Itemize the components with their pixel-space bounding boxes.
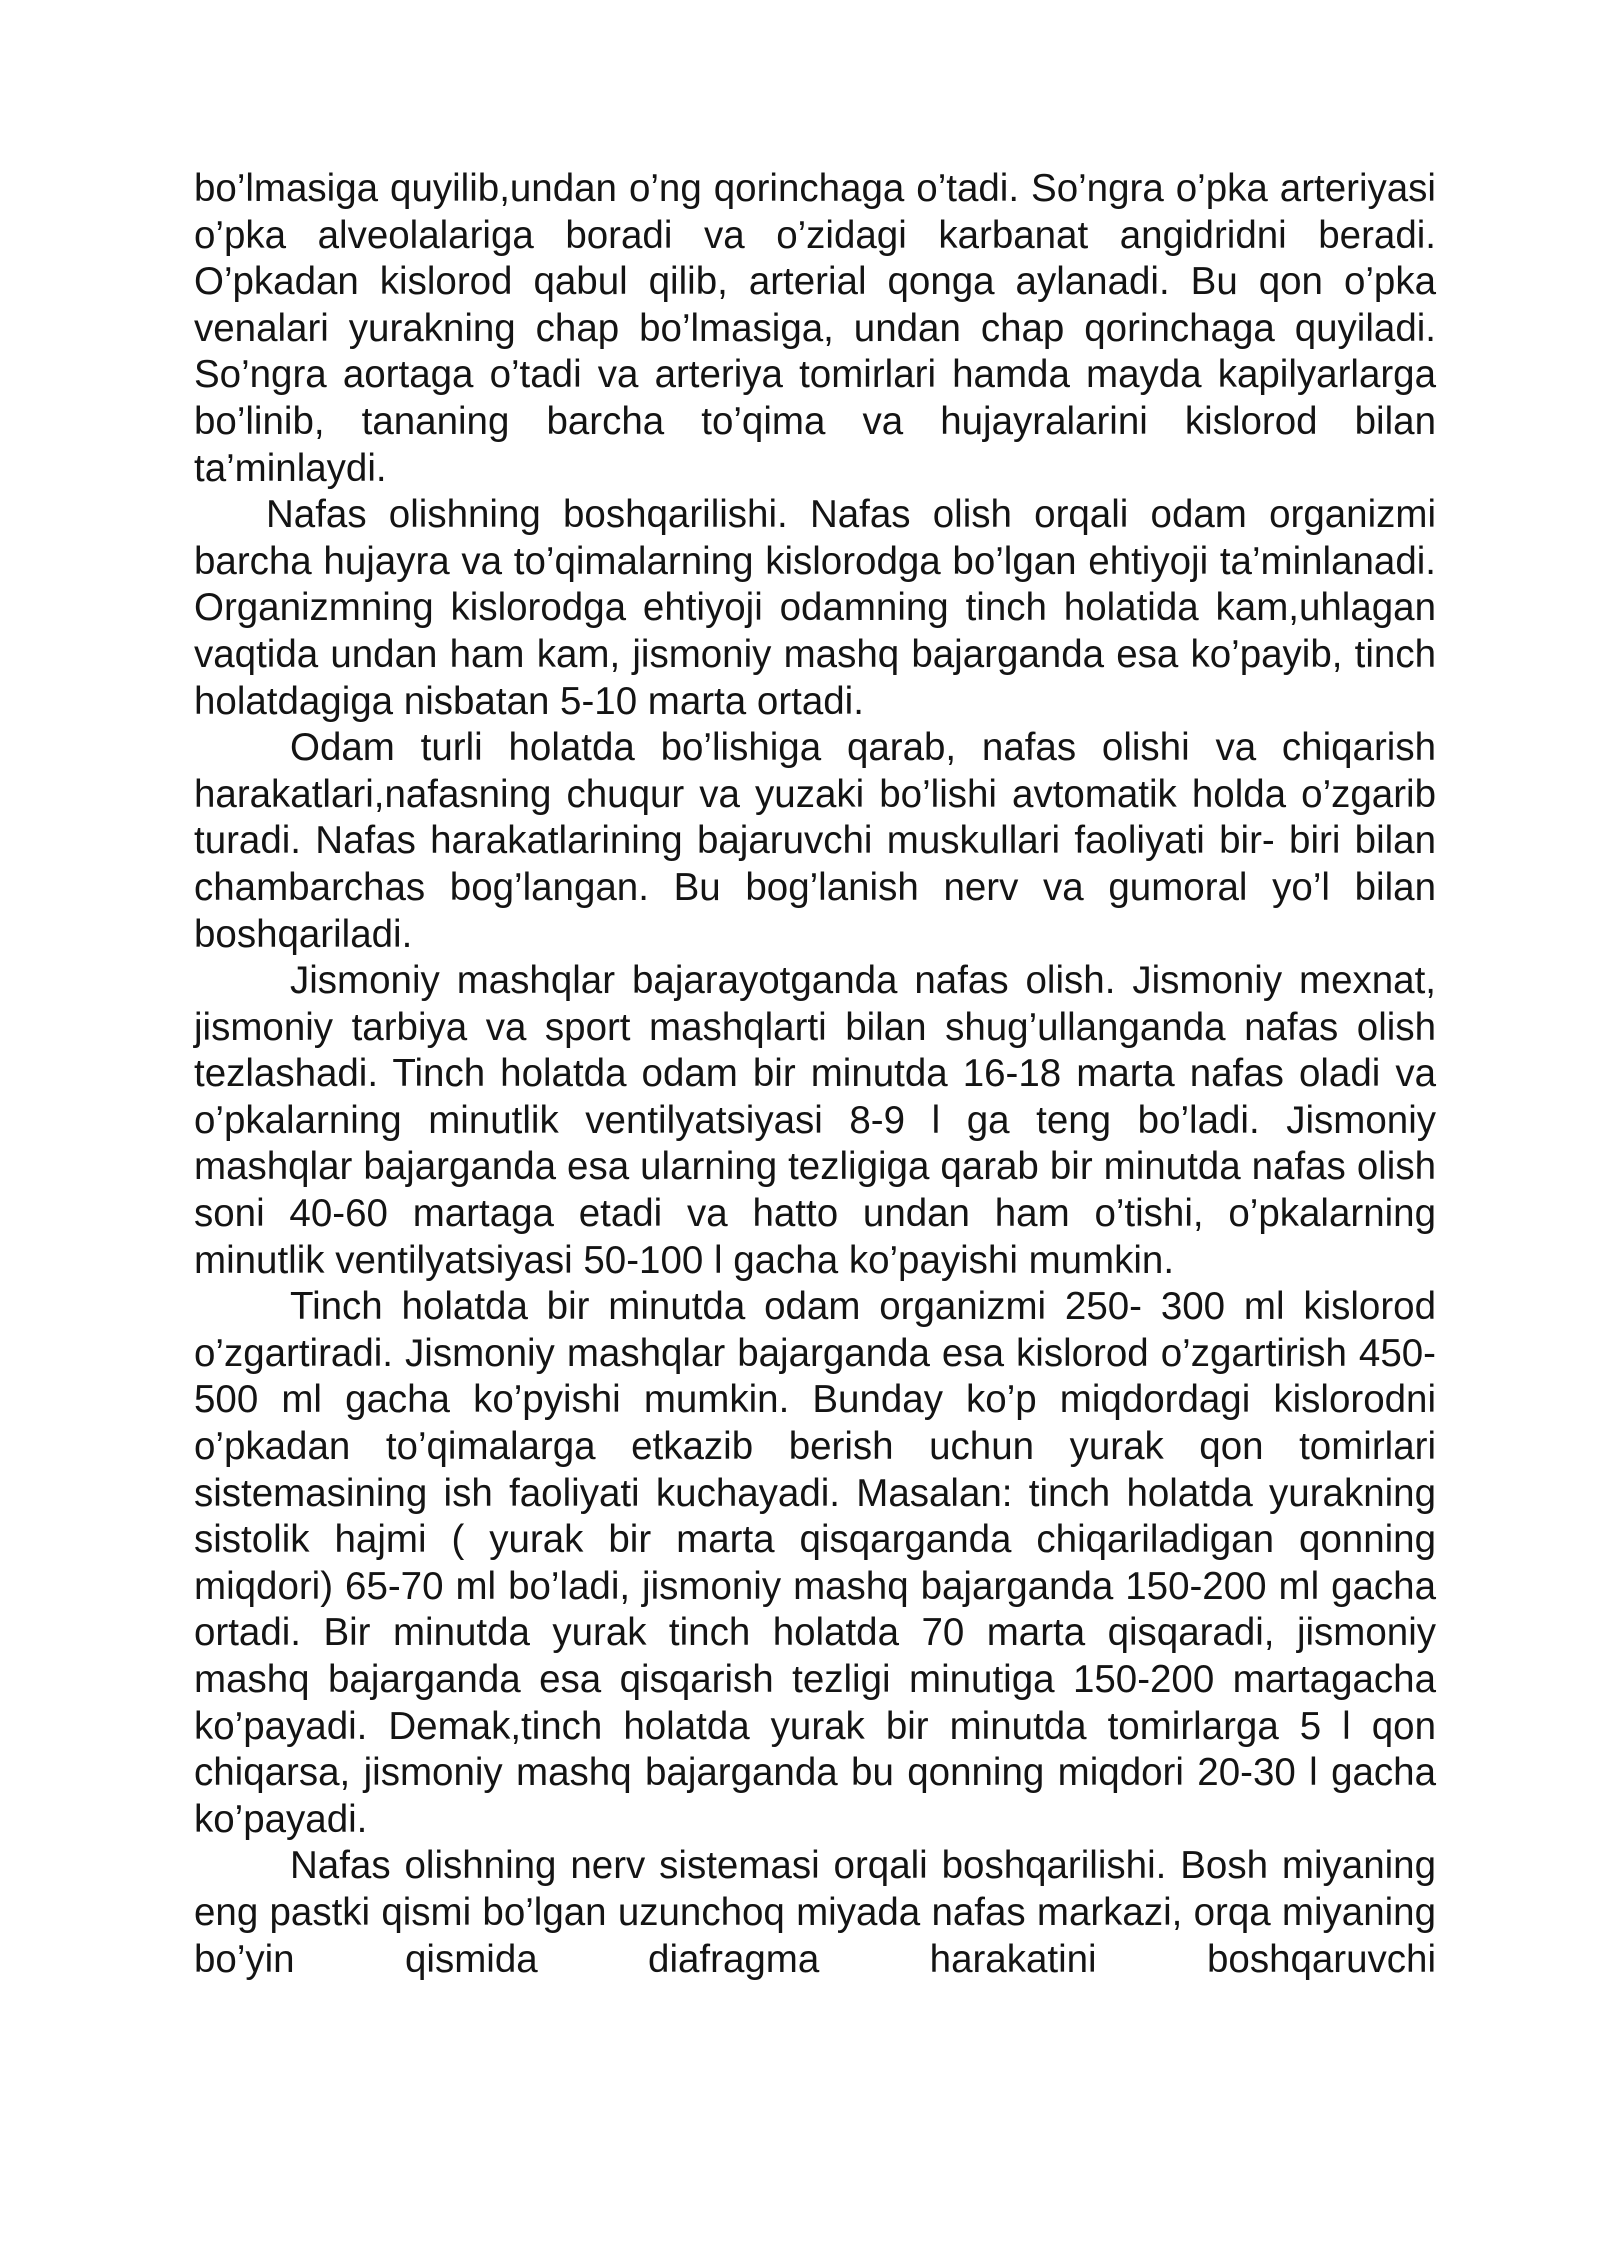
paragraph-oxygen-consumption: Tinch holatda bir minutda odam organizmi 250- 300 ml kislorod o’zgartiradi. Jismoniy mashqlar bajarganda esa kislorod o’zgartirish 450-500 ml gacha ko’pyishi mumkin. Bunday ko’p miqdordagi kislorodni o’pkadan to’qimalarga etkazib berish uchun yurak qon tomirlari sistemasining ish faoliyati kuchayadi. Masalan: tinch holatda yurakning sistolik hajmi ( yurak bir marta qisqarganda chiqariladigan qonning miqdori) 65-70 ml bo’ladi, jismoniy mashq bajarganda 150-200 ml gacha ortadi. Bir minutda yurak tinch holatda 70 marta qisqaradi, jismoniy mashq bajarganda esa qisqarish tezligi minutiga 150-200 martagacha ko’payadi. Demak,tinch holatda yurak bir minutda tomirlarga 5 l qon chiqarsa, jismoniy mashq bajarganda bu qonning miqdori 20-30 l gacha ko’payadi.	[194, 1285, 1436, 1841]
paragraph-breathing-movements: Odam turli holatda bo’lishiga qarab, nafas olishi va chiqarish harakatlari,nafasning chuqur va yuzaki bo’lishi avtomatik holda o’zgarib turadi. Nafas harakatlarining bajaruvchi muskullari faoliyati bir- biri bilan chambarchas bog’langan. Bu bog’lanish nerv va gumoral yo’l bilan boshqariladi.	[194, 726, 1436, 956]
paragraph-blood-circulation: bo’lmasiga quyilib,undan o’ng qorinchaga o’tadi. So’ngra o’pka arteriyasi o’pka alveolalariga boradi va o’zidagi karbanat angidridni beradi. O’pkadan kislorod qabul qilib, arterial qonga aylanadi. Bu qon o’pka venalari yurakning chap bo’lmasiga, undan chap qorinchaga quyiladi. So’ngra aortaga o’tadi va arteriya tomirlari hamda mayda kapilyarlarga bo’linib, tananing barcha to’qima va hujayralarini kislorod bilan ta’minlaydi.	[194, 167, 1436, 490]
paragraph-breathing-regulation: Nafas olishning boshqarilishi. Nafas olish orqali odam organizmi barcha hujayra va to’qimalarning kislorodga bo’lgan ehtiyoji ta’minlanadi. Organizmning kislorodga ehtiyoji odamning tinch holatida kam,uhlagan vaqtida undan ham kam, jismoniy mashq bajarganda esa ko’payib, tinch holatdagiga nisbatan 5-10 marta ortadi.	[194, 493, 1436, 723]
paragraph-nervous-regulation: Nafas olishning nerv sistemasi orqali boshqarilishi. Bosh miyaning eng pastki qismi bo’lgan uzunchoq miyada nafas markazi, orqa miyaning bo’yin qismida diafragma harakatini boshqaruvchi	[194, 1844, 1436, 1981]
document-page	[194, 166, 1436, 1983]
paragraph-breathing-during-exercise: Jismoniy mashqlar bajarayotganda nafas olish. Jismoniy mexnat, jismoniy tarbiya va sport mashqlarti bilan shug’ullanganda nafas olish tezlashadi. Tinch holatda odam bir minutda 16-18 marta nafas oladi va o’pkalarning minutlik ventilyatsiyasi 8-9 l ga teng bo’ladi. Jismoniy mashqlar bajarganda esa ularning tezligiga qarab bir minutda nafas olish soni 40-60 martaga etadi va hatto undan ham o’tishi, o’pkalarning minutlik ventilyatsiyasi 50-100 l gacha ko’payishi mumkin.	[194, 959, 1436, 1282]
